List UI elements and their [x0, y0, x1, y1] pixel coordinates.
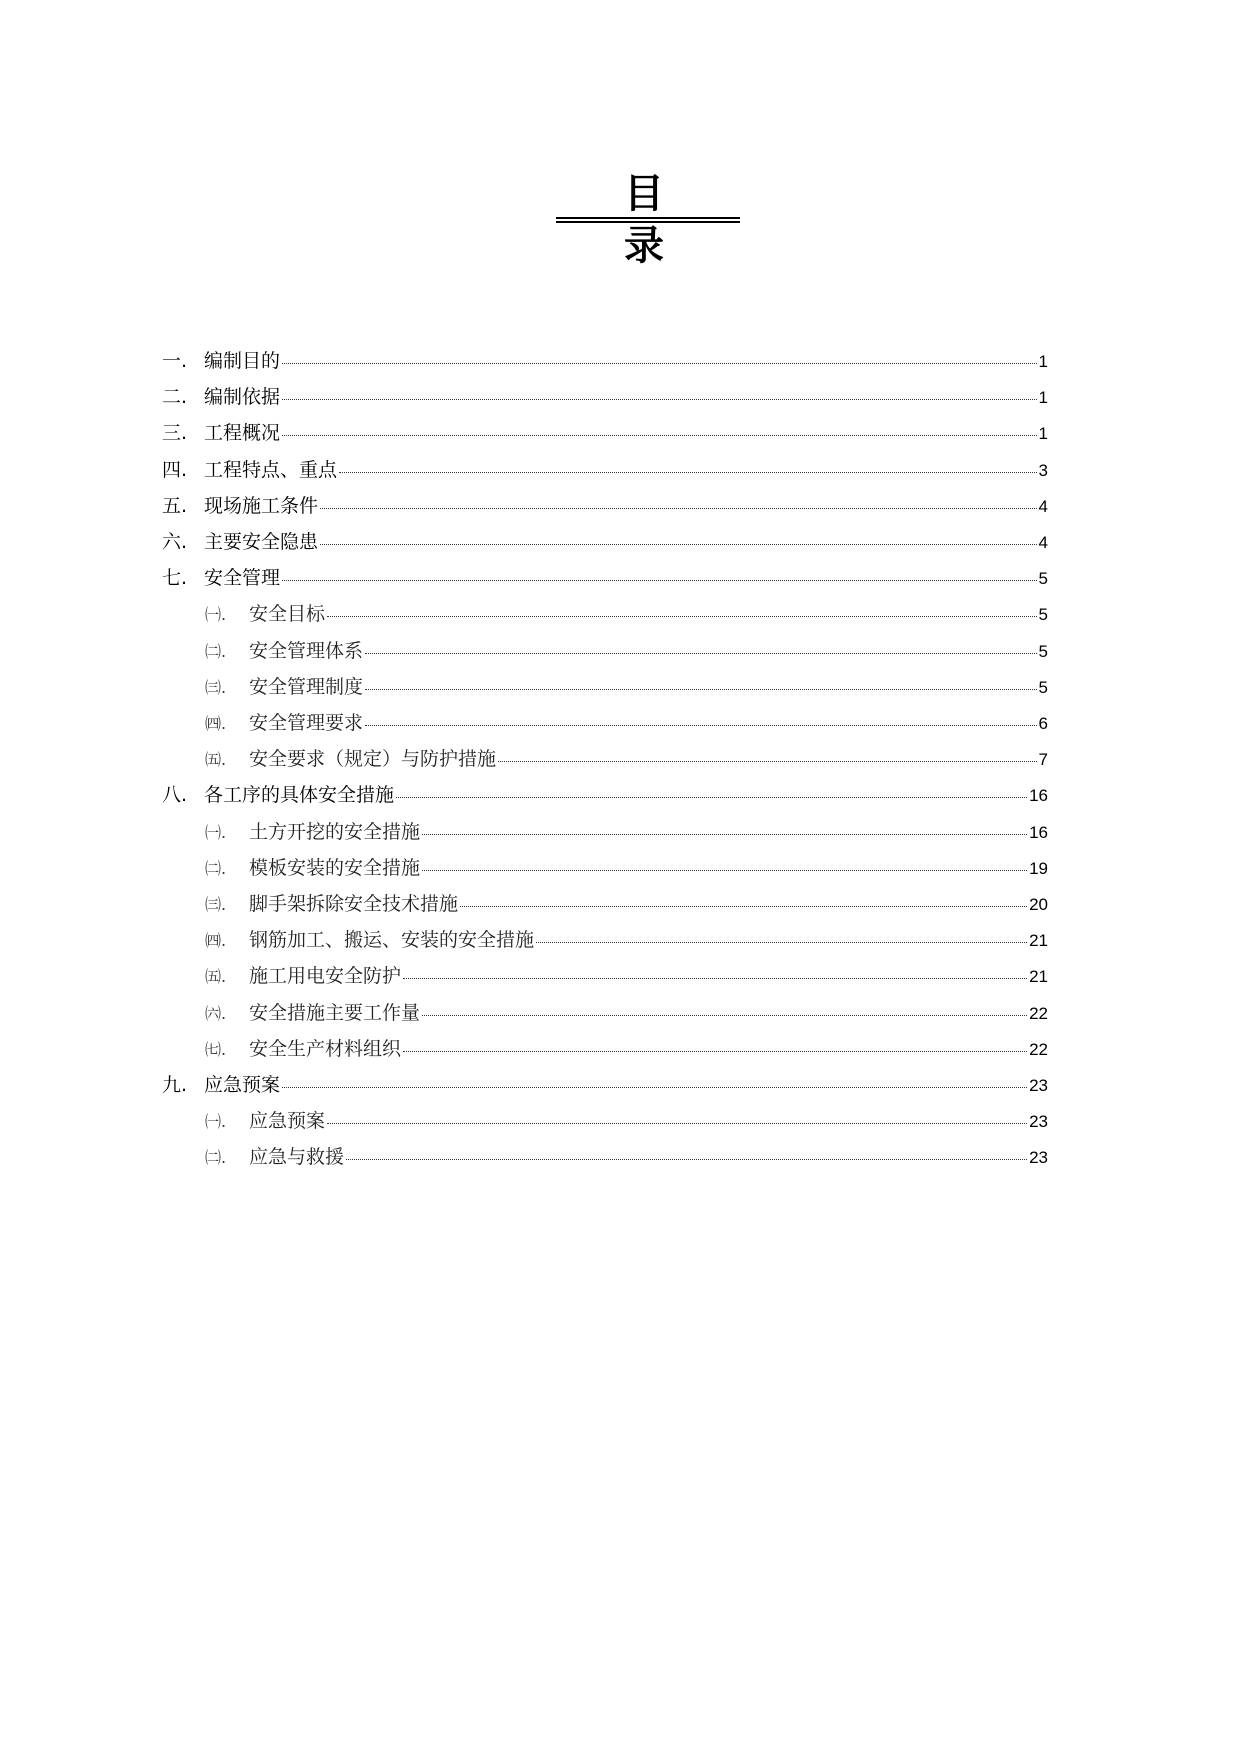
- toc-entry-number: ㈡.: [205, 858, 227, 878]
- toc-entry-label: 应急与救援: [249, 1146, 345, 1169]
- toc-entry[interactable]: [205, 1142, 1048, 1170]
- toc-dot-leader: [282, 379, 1037, 400]
- toc-dot-leader: [365, 669, 1037, 690]
- toc-dot-leader: [282, 415, 1037, 436]
- toc-entry-number: 五.: [162, 494, 188, 517]
- toc-entry-label: 应急预案: [249, 1110, 326, 1133]
- toc-entry[interactable]: [162, 491, 1048, 519]
- toc-dot-leader: [320, 524, 1037, 545]
- toc-entry[interactable]: [162, 563, 1048, 591]
- toc-dot-leader: [339, 452, 1037, 473]
- toc-entry[interactable]: [205, 599, 1048, 627]
- toc-dot-leader: [327, 596, 1037, 617]
- toc-entry-page-number: 16: [1029, 822, 1048, 842]
- toc-dot-leader: [346, 1139, 1027, 1160]
- toc-entry-page-number: 5: [1038, 605, 1048, 625]
- toc-entry-label: 施工用电安全防护: [249, 965, 402, 988]
- toc-entry-page-number: 3: [1038, 460, 1048, 480]
- toc-entry-page-number: 1: [1038, 388, 1048, 408]
- toc-entry-label: 安全管理体系: [249, 639, 364, 662]
- toc-entry-label: 工程特点、重点: [204, 458, 338, 481]
- toc-entry-page-number: 16: [1029, 786, 1048, 806]
- toc-entry-label: 土方开挖的安全措施: [249, 820, 421, 843]
- toc-entry-page-number: 19: [1029, 858, 1048, 878]
- toc-entry[interactable]: [162, 382, 1048, 410]
- toc-entry-number: ㈠.: [205, 822, 227, 842]
- toc-entry-number: 六.: [162, 531, 188, 553]
- toc-entry-label: 安全管理制度: [249, 675, 364, 698]
- toc-entry-page-number: 22: [1029, 1039, 1048, 1059]
- toc-dot-leader: [282, 560, 1037, 581]
- toc-entry-page-number: 1: [1038, 424, 1048, 444]
- toc-entry-label: 现场施工条件: [204, 494, 319, 517]
- toc-entry[interactable]: [162, 418, 1048, 446]
- toc-entry-number: 二.: [162, 386, 188, 409]
- toc-dot-leader: [422, 814, 1027, 835]
- toc-entry[interactable]: [205, 708, 1048, 736]
- toc-entry-label: 编制目的: [204, 350, 281, 372]
- toc-dot-leader: [460, 886, 1027, 907]
- toc-entry-number: ㈣.: [205, 714, 227, 733]
- toc-entry[interactable]: [205, 925, 1048, 953]
- toc-dot-leader: [396, 777, 1027, 798]
- toc-entry-number: ㈥.: [205, 1003, 227, 1023]
- toc-entry-label: 编制依据: [204, 386, 281, 409]
- toc-entry-page-number: 5: [1038, 641, 1048, 661]
- toc-entry-label: 安全要求（规定）与防护措施: [249, 748, 497, 771]
- toc-entry-page-number: 4: [1038, 533, 1048, 552]
- toc-entry-label: 安全管理: [204, 567, 281, 590]
- toc-entry[interactable]: [205, 853, 1048, 881]
- toc-entry-page-number: 1: [1038, 352, 1048, 371]
- toc-entry-page-number: 5: [1038, 569, 1048, 589]
- toc-entry-number: ㈢.: [205, 895, 227, 914]
- toc-entry-number: ㈦.: [205, 1039, 227, 1059]
- toc-entry-number: 三.: [162, 422, 188, 445]
- toc-entry-number: ㈡.: [205, 641, 227, 661]
- toc-entry-page-number: 23: [1029, 1148, 1048, 1168]
- toc-entry-page-number: 6: [1038, 714, 1048, 733]
- toc-entry-page-number: 23: [1029, 1076, 1048, 1095]
- toc-dot-leader: [422, 850, 1027, 871]
- toc-entry-page-number: 5: [1038, 677, 1048, 697]
- toc-entry-page-number: 22: [1029, 1003, 1048, 1023]
- title-double-underline: [556, 217, 740, 223]
- toc-entry-number: ㈣.: [205, 931, 227, 951]
- toc-entry[interactable]: [205, 1106, 1048, 1134]
- toc-entry[interactable]: [162, 1070, 1048, 1098]
- toc-dot-leader: [536, 922, 1027, 943]
- toc-entry-number: ㈤.: [205, 750, 227, 770]
- toc-entry-label: 安全生产材料组织: [249, 1037, 402, 1060]
- toc-entry-number: 九.: [162, 1074, 188, 1096]
- toc-entry[interactable]: [205, 672, 1048, 700]
- toc-entry[interactable]: [205, 817, 1048, 845]
- toc-entry-label: 模板安装的安全措施: [249, 856, 421, 879]
- toc-entry[interactable]: [205, 889, 1048, 917]
- toc-entry[interactable]: [205, 1034, 1048, 1062]
- page-title: 目 录: [624, 170, 698, 269]
- toc-entry[interactable]: [205, 636, 1048, 664]
- toc-entry-page-number: 20: [1029, 895, 1048, 914]
- toc-dot-leader: [403, 1031, 1027, 1052]
- toc-entry-label: 应急预案: [204, 1074, 281, 1096]
- toc-entry-number: ㈡.: [205, 1148, 227, 1168]
- toc-entry[interactable]: [162, 780, 1048, 808]
- toc-entry-label: 各工序的具体安全措施: [204, 784, 395, 807]
- toc-entry-number: 四.: [162, 458, 188, 481]
- toc-entry[interactable]: [162, 346, 1048, 374]
- toc-entry-page-number: 7: [1038, 750, 1048, 770]
- toc-dot-leader: [320, 488, 1037, 509]
- toc-entry-number: ㈢.: [205, 677, 227, 697]
- toc-entry-label: 钢筋加工、搬运、安装的安全措施: [249, 929, 535, 952]
- toc-dot-leader: [422, 995, 1027, 1016]
- toc-entry-label: 主要安全隐患: [204, 531, 319, 553]
- toc-entry-label: 安全目标: [249, 603, 326, 626]
- toc-entry-number: 七.: [162, 567, 188, 590]
- toc-dot-leader: [282, 343, 1037, 364]
- toc-entry-label: 安全措施主要工作量: [249, 1001, 421, 1024]
- toc-entry-number: ㈠.: [205, 1112, 227, 1132]
- toc-dot-leader: [365, 705, 1037, 726]
- toc-dot-leader: [327, 1103, 1027, 1124]
- toc-entry-number: ㈤.: [205, 967, 227, 987]
- toc-dot-leader: [403, 958, 1027, 979]
- toc-entry-label: 工程概况: [204, 422, 281, 445]
- toc-entry[interactable]: [205, 744, 1048, 772]
- toc-entry[interactable]: [205, 998, 1048, 1026]
- toc-entry-number: 一.: [162, 350, 188, 372]
- toc-entry-number: ㈠.: [205, 605, 227, 625]
- toc-dot-leader: [282, 1067, 1027, 1088]
- toc-entry[interactable]: [162, 455, 1048, 483]
- toc-entry-page-number: 23: [1029, 1112, 1048, 1132]
- toc-entry[interactable]: [162, 527, 1048, 555]
- toc-entry-page-number: 21: [1029, 931, 1048, 951]
- toc-entry[interactable]: [205, 961, 1048, 989]
- toc-dot-leader: [498, 741, 1037, 762]
- toc-dot-leader: [365, 633, 1037, 654]
- toc-entry-page-number: 4: [1038, 496, 1048, 516]
- toc-entry-label: 脚手架拆除安全技术措施: [249, 893, 459, 915]
- toc-entry-number: 八.: [162, 784, 188, 807]
- toc-entry-page-number: 21: [1029, 967, 1048, 987]
- toc-entry-label: 安全管理要求: [249, 712, 364, 734]
